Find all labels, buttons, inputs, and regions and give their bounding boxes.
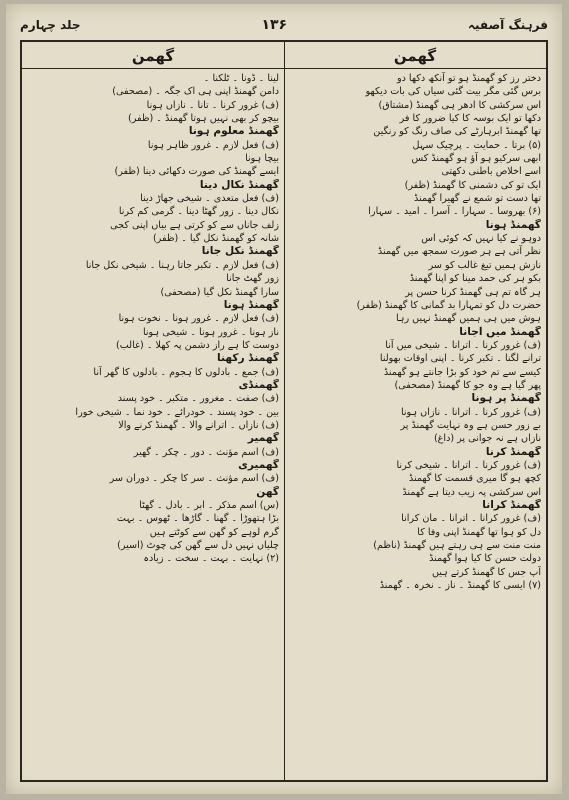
entry-headword: گھمنڈ کرانا <box>482 499 541 511</box>
entry-headword: گھمیر <box>247 432 279 445</box>
text-line: ابھی سرکیو ہو آؤ ہو گھمنڈ کس <box>411 153 541 165</box>
text-line: (ف) فعل متعدی ۔ شیخی جھاڑ دینا <box>140 193 279 205</box>
text-line: (ف) غرور کرانا ۔ اترانا ۔ مان کرانا <box>401 513 541 525</box>
text-line: کچھ ہو گا میری قسمت کا گھمنڈ <box>408 473 541 485</box>
right-column-heading: گھمن <box>393 47 437 65</box>
text-line: (۵) برتا ۔ حمایت ۔ پرچیک سہل <box>412 139 541 151</box>
text-line: بڑا ہتھوڑا ۔ گھنا ۔ گاڑھا ۔ ٹھوس ۔ بہت <box>116 513 279 525</box>
text-line: (ف) غرور کرنا ۔ اترانا ۔ نازاں ہونا <box>400 406 541 418</box>
text-line: آپ جس کا گھمنڈ کرتے ہیں <box>431 566 541 578</box>
page-header <box>20 12 548 38</box>
column-divider <box>284 42 285 780</box>
text-line: (ف) غرور کرنا ۔ اترانا ۔ شیخی میں آنا <box>385 339 541 351</box>
text-line: شانہ کو گھمنڈ نکل گیا ۔ (ظفر) <box>152 233 279 245</box>
text-line: بیچا ہونا <box>245 153 279 165</box>
entry-headword: گھمنڈ پر ہونا <box>471 392 541 405</box>
text-line: (ف) غرور کرنا ۔ اترانا ۔ شیخی کرنا <box>396 459 541 471</box>
text-line: تھا گھمنڈ ابرہارٹے کی صاف رنگ کو رنگین <box>373 126 541 138</box>
text-line: (ف) فعل لازم ۔ غرور ہونا ۔ نخوت ہونا <box>118 313 279 325</box>
entry-headword: گھن <box>256 485 279 498</box>
text-line: حضرت دل کو تمہارا بد گمانی کا گھمنڈ (ظفر) <box>356 299 541 311</box>
text-line: زور گھٹ جانا <box>226 273 279 285</box>
text-line: اس سرکشی کا ادھر ہی گھمنڈ (مشتاق) <box>378 99 541 111</box>
text-line: (ف) جمع ۔ بادلوں کا ہجوم ۔ بادلوں کا گھر آنا <box>93 366 279 378</box>
text-line: دوہو نے کیا نہیں کہ کوئی اس <box>421 233 541 245</box>
text-line: (ف) اسم مؤنث ۔ سر کا چکر ۔ دوران سر <box>109 473 279 485</box>
text-line: ہر گاہ تم ہی گھمنڈ کرنا حسن پر <box>405 286 541 298</box>
text-line: اس سرکشی پہ زیب دیتا ہے گھمنڈ <box>402 486 541 498</box>
book-title: فرہنگ آصفیہ <box>468 18 548 32</box>
text-line: لینا ۔ ڈونا ۔ ٹلکنا ۔ <box>203 73 279 84</box>
text-line: کیسے سے تم خود کو بڑا جانتے ہو گھمنڈ <box>383 366 541 378</box>
text-line: (۲) نہایت ۔ بہت ۔ سخت ۔ زیادہ <box>143 553 279 565</box>
entry-headword: گھمنڈ میں آجانا <box>459 325 541 338</box>
text-line: (ف) فعل لازم ۔ غرور ظاہر ہونا <box>147 139 279 151</box>
text-line: نازاں ہے نہ جوانی پر (داغ) <box>433 433 541 445</box>
left-column-heading: گھمن <box>131 47 175 65</box>
text-line: (ف) نازاں ۔ اترانے والا ۔ گھمنڈ کرنے والا <box>118 419 279 431</box>
text-line: زلف جاناں سے کو کرتی ہے بیاں اپنی کجی <box>110 219 279 231</box>
text-line: دوست کا ہے راز دشمن پہ کھلا ۔ (غالب) <box>116 339 279 351</box>
text-line: برس گئی مگر بیت گئی سیاں کی بات دیکھو <box>365 86 541 98</box>
text-line: دختر رز کو گھمنڈ ہو تو آنکھ دکھا دو <box>396 73 541 84</box>
left-column <box>27 72 279 776</box>
document-page <box>6 4 562 794</box>
text-line: دکھا تو ایک بوسہ کا کیا ضرور کا فر <box>399 113 541 125</box>
entry-headword: گھمیری <box>238 458 279 471</box>
text-line: منت منت سے ہی رہتے ہیں گھمنڈ (ناظم) <box>373 540 541 552</box>
text-line: (ف) فعل لازم ۔ تکبر جاتا رہنا ۔ شیخی نکل جانا <box>85 259 279 271</box>
entry-headword: گھمنڈ نکل جانا <box>201 245 279 258</box>
text-line: (ف) صفت ۔ مغرور ۔ متکبر ۔ خود پسند <box>117 393 279 405</box>
right-column <box>289 72 541 776</box>
text-line: بکو ہر کی حمد مینا کو اپنا گھمنڈ <box>409 273 541 285</box>
text-line: گرم لوہے کو گھن سے کوٹتے ہیں <box>149 526 279 538</box>
text-frame <box>20 40 548 782</box>
text-line: پھر گیا ہے وہ جو کا گھمنڈ (مصحفی) <box>394 379 541 391</box>
text-line: (۷) ایسی کا گھمنڈ ۔ ناز ۔ نخرہ ۔ گھمنڈ <box>379 580 541 592</box>
text-line: بیچو کر بھی نہیں ہوتا گھمنڈ ۔ (ظفر) <box>127 113 279 125</box>
text-line: (ف) اسم مؤنث ۔ دور ۔ چکر ۔ گھیر <box>133 446 279 458</box>
text-line: بے زور حسن ہے وہ نہایت گھمنڈ پر <box>400 419 541 431</box>
text-line: نظر آتی ہے ہر صورت سمجھ میں گھمنڈ <box>377 246 541 258</box>
text-line: نکال دینا ۔ زور گھٹا دینا ۔ گرمی کم کرنا <box>118 206 279 218</box>
volume-label: جلد چہارم <box>20 18 81 32</box>
text-line: دولت حسن کا کیا ہوا گھمنڈ <box>429 553 541 565</box>
text-line: ترانے لگنا ۔ تکبر کرنا ۔ اپنی اوقات بھولنا <box>379 353 541 365</box>
text-line: دل کو ہوا تھا گھمنڈ اپنی وفا کا <box>417 526 541 538</box>
text-line: چلیاں نہیں دل سے گھن کی چوٹ (اسیر) <box>117 540 279 552</box>
text-line: (س) اسم مذکر ۔ ابر ۔ بادل ۔ گھٹا <box>139 500 279 511</box>
entry-headword: گھمنڈی <box>238 378 279 391</box>
text-line: دامن گھمنڈ اپنی ہی اک جگہ ۔ (مصحفی) <box>112 86 279 98</box>
text-line: ایسے گھمنڈ کی صورت دکھائی دینا (ظفر) <box>114 166 279 178</box>
entry-headword: گھمنڈ کرنا <box>485 445 541 458</box>
page-number: ۱۳۶ <box>261 17 288 33</box>
text-line: ایک تو کی دشمنی کا گھمنڈ (ظفر) <box>404 179 541 191</box>
text-line: سارا گھمنڈ نکل گیا (مصحفی) <box>160 286 279 298</box>
text-line: تھا دست تو شمع نے گھیرا گھمنڈ <box>414 193 541 205</box>
text-line: اسے اخلاص باطنی دکھتی <box>441 166 541 178</box>
entry-headword: گھمنڈ رکھنا <box>217 352 279 365</box>
text-line: (ف) غرور کرنا ۔ تانا ۔ نازاں ہونا <box>146 99 279 111</box>
entry-headword: گھمنڈ معلوم ہونا <box>188 125 279 138</box>
entry-headword: گھمنڈ ہونا <box>485 218 541 231</box>
entry-headword: گھمنڈ نکال دینا <box>199 178 279 191</box>
text-line: بین ۔ خود پسند ۔ خودرائے ۔ خود نما ۔ شیخی خورا <box>75 406 279 418</box>
text-line: نازش ہمیں تیغ غالب کو سر <box>428 259 541 271</box>
entry-headword: گھمنڈ ہونا <box>223 298 279 311</box>
text-line: ناز ہونا ۔ غرور ہونا ۔ شیخی ہونا <box>142 326 279 338</box>
text-line: ہوش میں ہی ہمیں گھمنڈ نہیں رہا <box>395 313 541 325</box>
text-line: (۶) بھروسا ۔ سہارا ۔ آسرا ۔ امید ۔ سہارا <box>368 206 541 218</box>
